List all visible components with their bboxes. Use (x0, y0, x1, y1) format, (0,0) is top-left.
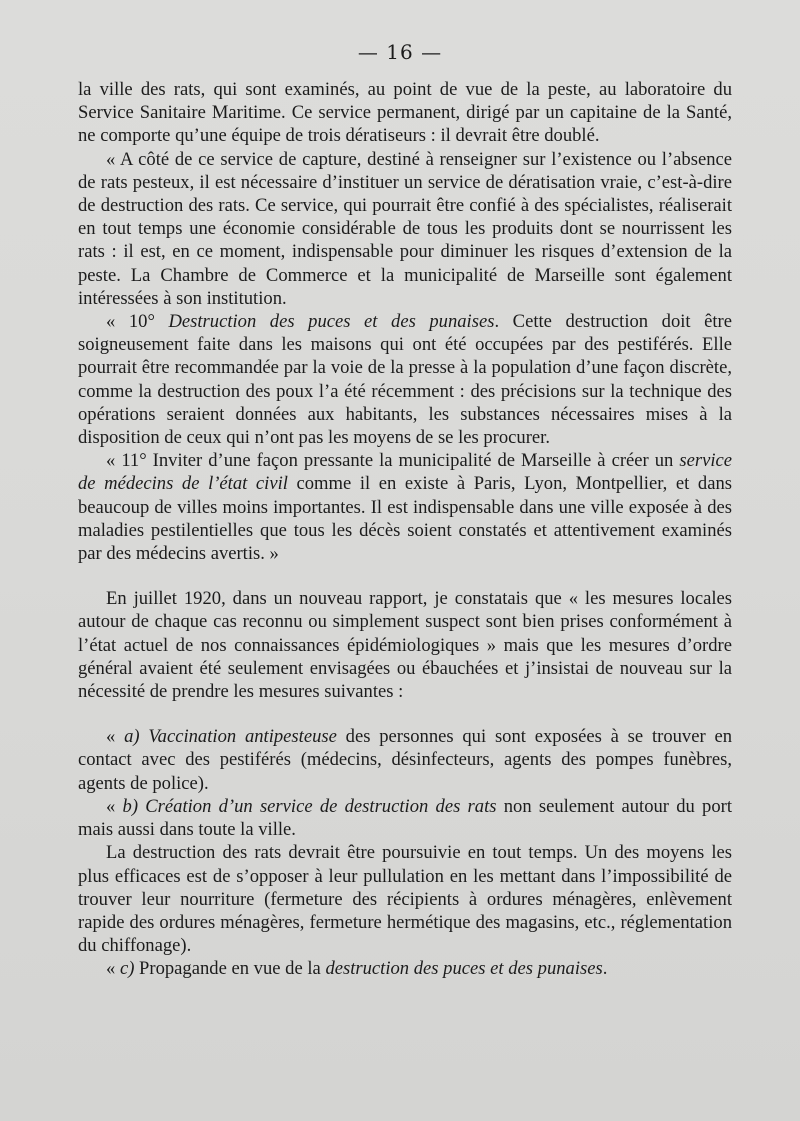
paragraph-lead: « (106, 795, 123, 817)
paragraph (78, 725, 732, 795)
paragraph-italic-2: destruction des puces et des punaises (325, 958, 603, 980)
paragraph (78, 310, 732, 449)
paragraph-italic: a) Vaccination antipesteuse (124, 726, 337, 748)
paragraph: La destruction des rats devrait être poursuivie en tout temps. Un des moyens les plus efficaces est de s’opposer à leur pullulation en les mettant dans l’impossibilité de trouver leur nourriture (fermeture des récipients à ordures ménagères, enlèvement rapide des ordures ménagères, fermeture hermétique des magasins, etc., réglementation du chiffonage). (78, 842, 732, 957)
paragraph-end: . (602, 958, 608, 980)
paragraph-rest: non seulement autour du port mais aussi dans toute la ville. (78, 795, 732, 841)
paragraph: « A côté de ce service de capture, destiné à renseigner sur l’existence ou l’absence de rats pesteux, il est nécessaire d’instituer un service de dératisation vraie, c’est-à-dire de destruction des rats. Ce service, qui pourrait être confié à des spécialistes, réaliserait en tout temps une économie considérable de tous les produits dont se nourrissent les rats : il est, en ce moment, indispensable pour diminuer les risques d’extension de la peste. La Chambre de Commerce et la municipalité de Marseille sont également intéressées à son institution. (78, 148, 732, 309)
paragraph-italic: b) Création d’un service de destruction des rats (122, 795, 497, 817)
paragraph (78, 449, 732, 565)
paragraph: la ville des rats, qui sont examinés, au point de vue de la peste, au laboratoire du Service Sanitaire Maritime. Ce service permanent, dirigé par un capitaine de la Santé, ne comporte qu’une équipe de trois dératiseurs : il devrait être doublé. (78, 79, 732, 147)
paragraph-rest: . Cette destruction doit être soigneusement faite dans les maisons qui ont été occupées par des pestiférés. Elle pourrait être recommandée par la voie de la presse à la population d’une façon discrète, comme la destruction des poux l’a été récemment : des précisions sur la technique des opérations seraient données aux habitants, les substances nécessaires mises à la disposition de ceux qui n’ont pas les moyens de se les procurer. (78, 311, 732, 449)
body-text (78, 78, 732, 981)
paragraph-rest: Propagande en vue de la (134, 958, 326, 980)
paragraph-rest: comme il en existe à Paris, Lyon, Montpellier, et dans beaucoup de villes moins importantes. Il est indispensable dans une ville exposée à des maladies pestilentielles que tous les décès soient constatés et attentivement examinés par des médecins avertis. » (78, 473, 732, 565)
paragraph-rest: des personnes qui sont exposées à se trouver en contact avec des pestiférés (médecins, désinfecteurs, agents des pompes funèbres, agents de police). (78, 726, 732, 794)
paragraph (78, 795, 732, 841)
paragraph-lead: « (106, 726, 125, 748)
paragraph-lead: « (106, 958, 120, 980)
page-number: — 16 — (357, 40, 443, 64)
paragraph-italic: c) (119, 958, 135, 980)
paragraph-lead: « 10° (106, 311, 169, 333)
paragraph-italic: service de médecins de l’état civil (78, 450, 732, 495)
paragraph-italic: Destruction des puces et des punaises (168, 311, 495, 333)
paragraph-lead: « 11° Inviter d’une façon pressante la municipalité de Marseille à créer un (106, 450, 680, 472)
paragraph (78, 957, 732, 980)
paragraph: En juillet 1920, dans un nouveau rapport, je constatais que « les mesures locales autour de chaque cas reconnu ou simplement suspect sont bien prises conformément à l’état actuel de nos connaissances épidémiologiques » mais que les mesures d’ordre général avaient été seulement envisagées ou ébauchées et j’insistai de nouveau sur la nécessité de prendre les mesures suivantes : (78, 588, 732, 703)
